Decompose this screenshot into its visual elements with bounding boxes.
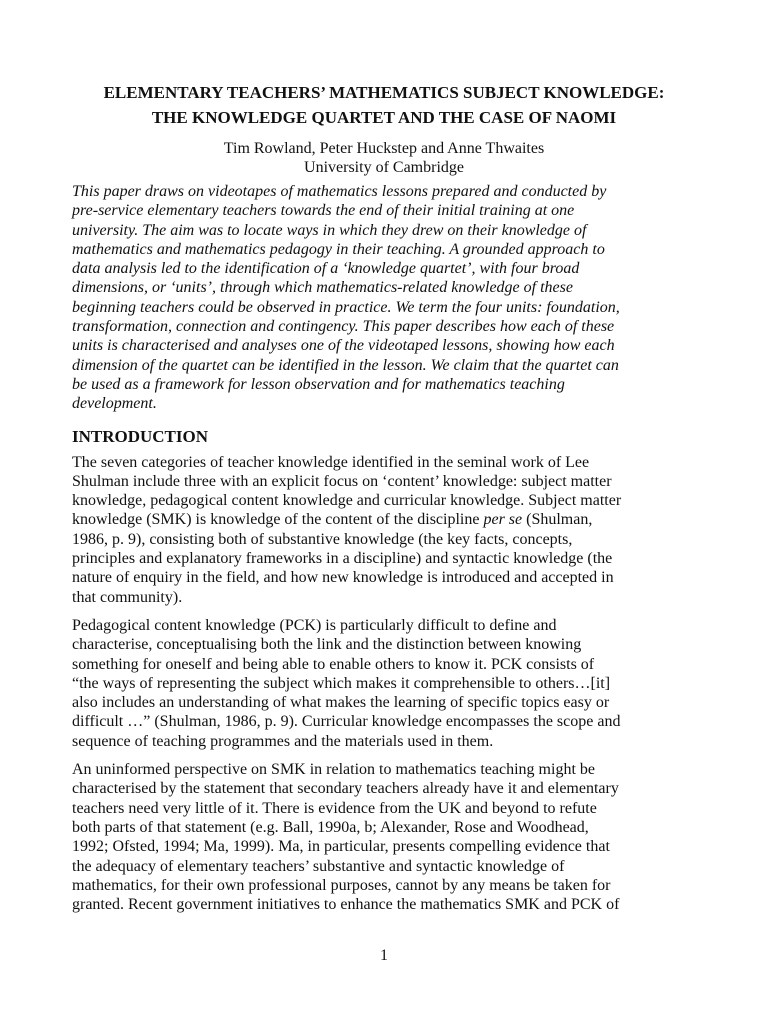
paragraph-line bbox=[72, 510, 696, 529]
author-block bbox=[72, 139, 696, 177]
abstract-line: development. bbox=[72, 395, 157, 413]
abstract-line: be used as a framework for lesson observation and for mathematics teaching bbox=[72, 375, 565, 393]
paragraph-line: principles and explanatory frameworks in a discipline) and syntactic knowledge (the bbox=[72, 550, 613, 568]
body-paragraph bbox=[72, 453, 696, 607]
paragraph-line: Pedagogical content knowledge (PCK) is particularly difficult to define and bbox=[72, 616, 557, 634]
abstract-line: mathematics and mathematics pedagogy in their teaching. A grounded approach to bbox=[72, 240, 605, 258]
paragraph-line: characterise, conceptualising both the link and the distinction between knowing bbox=[72, 636, 582, 654]
paragraph-line: difficult …” (Shulman, 1986, p. 9). Curricular knowledge encompasses the scope and bbox=[72, 713, 621, 731]
title-line: ELEMENTARY TEACHERS’ MATHEMATICS SUBJECT KNOWLEDGE: bbox=[103, 83, 665, 102]
abstract-line: transformation, connection and contingency. This paper describes how each of these bbox=[72, 318, 615, 336]
paragraph-line: teachers need very little of it. There is evidence from the UK and beyond to refute bbox=[72, 799, 597, 817]
author-names: Tim Rowland, Peter Huckstep and Anne Thwaites bbox=[223, 140, 545, 157]
paragraph-text: knowledge (SMK) is knowledge of the content of the discipline bbox=[72, 511, 484, 529]
body-paragraph bbox=[72, 760, 696, 914]
paragraph-text: (Shulman, bbox=[522, 511, 593, 529]
section-heading-introduction: INTRODUCTION bbox=[72, 426, 209, 446]
paragraph-line: sequence of teaching programmes and the materials used in them. bbox=[72, 732, 494, 750]
paragraph-line: both parts of that statement (e.g. Ball, 1990a, b; Alexander, Rose and Woodhead, bbox=[72, 818, 589, 836]
abstract-line: dimension of the quartet can be identified in the lesson. We claim that the quartet can bbox=[72, 356, 619, 374]
paragraph-line: 1986, p. 9), consisting both of substantive knowledge (the key facts, concepts, bbox=[72, 530, 573, 548]
paragraph-line: characterised by the statement that secondary teachers already have it and elementary bbox=[72, 780, 619, 798]
title-line: THE KNOWLEDGE QUARTET AND THE CASE OF NAOMI bbox=[151, 108, 617, 127]
paragraph-line: knowledge, pedagogical content knowledge and curricular knowledge. Subject matter bbox=[72, 492, 622, 510]
paragraph-line: that community). bbox=[72, 588, 183, 606]
paragraph-line: An uninformed perspective on SMK in relation to mathematics teaching might be bbox=[72, 761, 595, 779]
paragraph-line: also includes an understanding of what makes the learning of specific topics easy or bbox=[72, 694, 610, 712]
body-paragraph bbox=[72, 616, 696, 751]
paper-title bbox=[72, 0, 696, 130]
paragraph-line: 1992; Ofsted, 1994; Ma, 1999). Ma, in particular, presents compelling evidence that bbox=[72, 838, 610, 856]
abstract-line: pre-service elementary teachers towards the end of their initial training at one bbox=[72, 202, 575, 220]
abstract-line: university. The aim was to locate ways in which they drew on their knowledge of bbox=[72, 221, 587, 239]
abstract-line: data analysis led to the identification of a ‘knowledge quartet’, with four broad bbox=[72, 260, 580, 278]
paragraph-line: The seven categories of teacher knowledge identified in the seminal work of Lee bbox=[72, 453, 590, 471]
emphasis-per-se: per se bbox=[483, 511, 523, 529]
paragraph-line: granted. Recent government initiatives to enhance the mathematics SMK and PCK of bbox=[72, 896, 620, 914]
paragraph-line: Shulman include three with an explicit focus on ‘content’ knowledge: subject matter bbox=[72, 472, 612, 490]
paragraph-line: “the ways of representing the subject which makes it comprehensible to others…[it] bbox=[72, 674, 611, 692]
abstract-line: This paper draws on videotapes of mathematics lessons prepared and conducted by bbox=[72, 183, 607, 200]
author-affiliation: University of Cambridge bbox=[304, 159, 464, 176]
page-number: 1 bbox=[380, 947, 388, 964]
paragraph-line: the adequacy of elementary teachers’ substantive and syntactic knowledge of bbox=[72, 857, 565, 875]
paragraph-line: mathematics, for their own professional purposes, cannot by any means be taken for bbox=[72, 876, 611, 894]
abstract-line: dimensions, or ‘units’, through which mathematics-related knowledge of these bbox=[72, 279, 573, 297]
abstract bbox=[72, 182, 696, 414]
paragraph-line: nature of enquiry in the field, and how new knowledge is introduced and accepted in bbox=[72, 569, 614, 587]
abstract-line: beginning teachers could be observed in practice. We term the four units: foundation, bbox=[72, 298, 620, 316]
abstract-line: units is characterised and analyses one of the videotaped lessons, showing how each bbox=[72, 337, 615, 355]
paragraph-line: something for oneself and being able to enable others to know it. PCK consists of bbox=[72, 655, 595, 673]
